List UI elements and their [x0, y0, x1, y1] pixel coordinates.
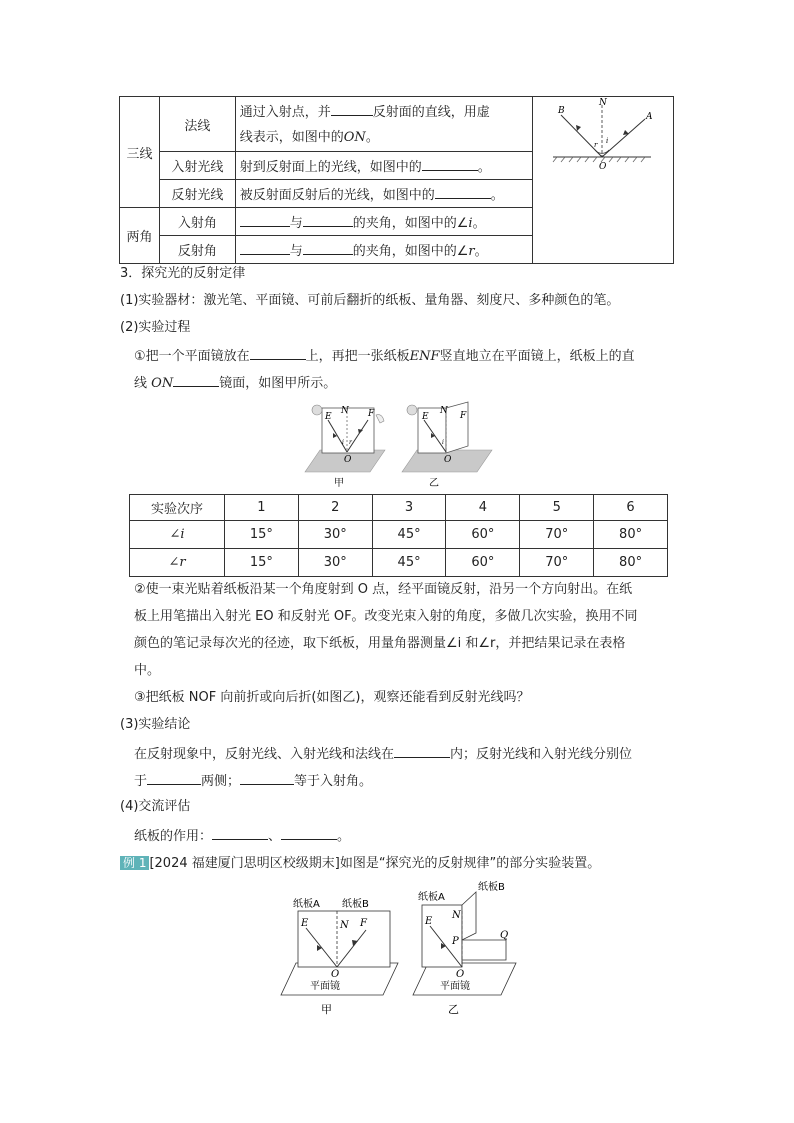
label-board-a: 纸板A: [293, 899, 320, 910]
evaluation-heading: (4)交流评估: [120, 799, 191, 814]
example-tag: 例 1: [120, 856, 149, 870]
label-e: E: [301, 918, 309, 929]
example-text: [2024 福建厦门思明区校级期末]如图是“探究光的反射规律”的部分实验装置。: [149, 856, 601, 871]
label-e2: E: [425, 916, 433, 927]
label-board-a2: 纸板A: [418, 892, 445, 903]
step2-line2: 板上用笔描出入射光 EO 和反射光 OF。改变光束入射的角度，多做几次实验，换用不同: [134, 609, 638, 624]
fig-label-b: B: [557, 106, 565, 116]
table-header-cell: 3: [372, 495, 446, 521]
normal-desc-3: 线表示，如图中的: [239, 130, 344, 145]
reflection-diagram: [533, 97, 673, 177]
setup-figure: [300, 400, 500, 492]
fig-label-o: O: [598, 162, 607, 172]
angle-i-ref: i: [468, 216, 473, 231]
table-cell: 15°: [225, 521, 299, 549]
reflected-desc: 被反射面反射后的光线，如图中的: [239, 188, 435, 203]
table-cell: 45°: [372, 521, 446, 549]
step3-line: ③把纸板 NOF 向前折或向后折(如图乙)，观察还能看到反射光线吗？: [134, 690, 530, 705]
table-cell: 60°: [446, 521, 520, 549]
punct: 。: [477, 160, 491, 175]
fig-o: O: [344, 455, 352, 465]
table-cell: 15°: [225, 549, 299, 577]
caption-yi: 乙: [429, 478, 439, 489]
blank: [422, 156, 478, 171]
fig-i: i: [342, 439, 344, 446]
board-b-upper: [462, 892, 476, 940]
blank: [435, 184, 491, 199]
laser-pen-icon: [407, 405, 417, 415]
conclusion-heading: (3)实验结论: [120, 717, 191, 732]
label-n: N: [340, 920, 349, 931]
conclusion-line1: 在反射现象中，反射光线、入射光线和法线在 内；反射光线和入射光线分别位: [134, 743, 632, 765]
step2-line4: 中。: [134, 663, 161, 678]
example-figure: [278, 878, 530, 1018]
punct: 。: [365, 130, 379, 145]
blank: [240, 240, 290, 255]
angle-data-table: [129, 494, 668, 577]
fig-o2: O: [444, 455, 452, 465]
fig-label-r: r: [593, 141, 598, 149]
term-incident-ray: 入射光线: [159, 152, 235, 180]
table-cell: 80°: [594, 549, 668, 577]
term-reflected-ray: 反射光线: [159, 180, 235, 208]
punct: 。: [472, 216, 486, 231]
step1-line1: ①把一个平面镜放在 上，再把一张纸板ENF竖直地立在平面镜上，纸板上的直: [134, 345, 635, 367]
with-word: 与: [289, 244, 303, 259]
step2-line1: ②使一束光贴着纸板沿某一个角度射到 O 点，经平面镜反射，沿另一个方向射出。在纸: [134, 582, 633, 597]
board-right-folded: [446, 402, 468, 453]
normal-desc-1: 通过入射点，并: [239, 105, 331, 120]
table-header-cell: 2: [298, 495, 372, 521]
laser-pen-icon: [312, 405, 322, 415]
table-cell: 70°: [520, 549, 594, 577]
table-cell: 70°: [520, 521, 594, 549]
row-label-r: ∠r: [130, 549, 225, 577]
label-f: F: [360, 918, 367, 929]
fig-n2: N: [440, 406, 448, 416]
caption-jia: 甲: [321, 1003, 332, 1016]
fig-r: r: [349, 439, 352, 446]
table-header-cell: 4: [446, 495, 520, 521]
normal-ref: ON: [343, 130, 366, 145]
blank: [303, 212, 353, 227]
term-normal: 法线: [159, 97, 235, 152]
incidence-angle-desc: 的夹角，如图中的∠: [352, 216, 469, 231]
fig-n: N: [341, 406, 349, 416]
incident-desc: 射到反射面上的光线，如图中的: [239, 160, 422, 175]
table-header-cell: 6: [594, 495, 668, 521]
label-n2: N: [452, 910, 461, 921]
label-board-b: 纸板B: [342, 899, 369, 910]
conclusion-line2: 于 两侧； 等于入射角。: [134, 770, 372, 792]
table-cell: 80°: [594, 521, 668, 549]
label-p: P: [452, 936, 459, 947]
fig-f2: F: [460, 411, 467, 421]
reflection-angle-desc: 的夹角，如图中的∠: [352, 244, 469, 259]
label-o2: O: [456, 969, 465, 980]
board-b-lower: [462, 940, 506, 960]
punct: 。: [474, 244, 488, 259]
label-q: Q: [500, 930, 509, 941]
table-header-cell: 5: [520, 495, 594, 521]
blank: [331, 101, 373, 116]
fig-e: E: [325, 412, 332, 422]
step2-line3: 颜色的笔记录每次光的径迹，取下纸板，用量角器测量∠i 和∠r，并把结果记录在表格: [134, 636, 626, 651]
table-cell: 30°: [298, 521, 372, 549]
table-header-cell: 实验次序: [130, 495, 225, 521]
table-cell: 45°: [372, 549, 446, 577]
term-incidence-angle: 入射角: [159, 208, 235, 236]
table-cell: 30°: [298, 549, 372, 577]
fig-label-n: N: [598, 98, 607, 108]
group-two-angles: 两角: [120, 208, 160, 264]
fig-i2: i: [442, 439, 444, 446]
table-header-cell: 1: [225, 495, 299, 521]
step1-line2: 线 ON 镜面，如图甲所示。: [134, 372, 336, 394]
table-cell: 60°: [446, 549, 520, 577]
process-heading: (2)实验过程: [120, 320, 191, 335]
example-line: [120, 853, 600, 874]
fig-label-i: i: [605, 137, 609, 145]
fig-label-a: A: [645, 112, 653, 122]
fig-f: F: [368, 409, 375, 419]
with-word: 与: [289, 216, 303, 231]
equipment-line: (1)实验器材：激光笔、平面镜、可前后翻折的纸板、量角器、刻度尺、多种颜色的笔。: [120, 293, 620, 308]
label-mirror2: 平面镜: [440, 981, 470, 992]
definition-table: [119, 96, 674, 264]
row-label-i: ∠i: [130, 521, 225, 549]
group-three-lines: 三线: [120, 97, 160, 208]
caption-jia: 甲: [334, 478, 344, 489]
fig-e2: E: [422, 412, 429, 422]
label-board-b2: 纸板B: [478, 882, 505, 893]
caption-yi: 乙: [448, 1003, 459, 1016]
evaluation-line: 纸板的作用： 、 。: [134, 825, 350, 847]
normal-desc-2: 反射面的直线，用虚: [372, 105, 490, 120]
label-mirror: 平面镜: [310, 981, 340, 992]
section-heading: 3．探究光的反射定律: [120, 266, 246, 281]
pen-icon: [376, 415, 384, 423]
term-reflection-angle: 反射角: [159, 236, 235, 264]
angle-r-ref: r: [468, 244, 475, 259]
label-o: O: [331, 969, 340, 980]
blank: [303, 240, 353, 255]
punct: 。: [490, 188, 504, 203]
reflection-figure-cell: [532, 97, 673, 264]
blank: [240, 212, 290, 227]
